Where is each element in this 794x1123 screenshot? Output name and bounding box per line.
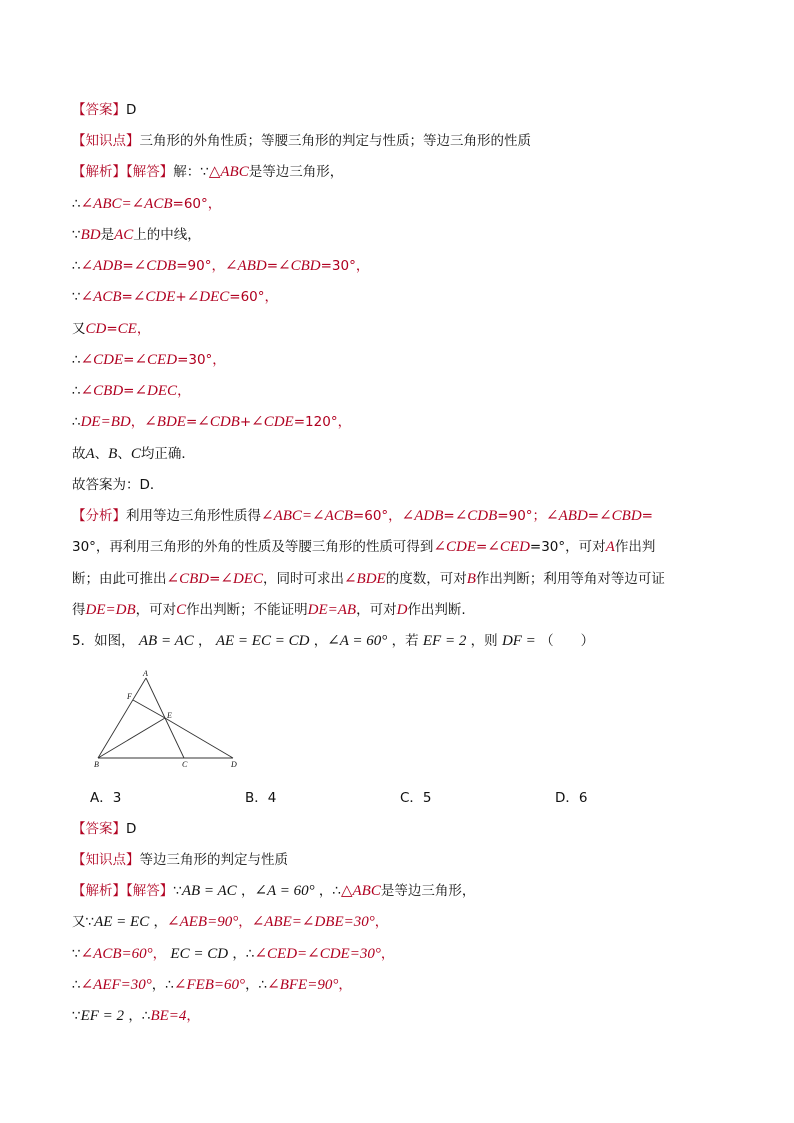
text: 作出判断. <box>407 602 466 618</box>
math: ∠ABD <box>546 508 588 524</box>
q5-answer-line <box>72 820 136 838</box>
text: =30°， <box>320 258 370 274</box>
math: AE = EC <box>94 914 150 930</box>
text: ∵ <box>72 1008 81 1024</box>
math: C <box>176 602 187 618</box>
math: BE=4 <box>150 1008 187 1024</box>
text: = <box>123 383 135 399</box>
text: ∴ <box>72 977 81 993</box>
option-a: A．3 <box>90 790 122 806</box>
text: ∴ <box>72 258 81 274</box>
answer-paren: （ ） <box>540 633 595 649</box>
option-d: D．6 <box>555 790 588 806</box>
label-d: D <box>231 760 237 769</box>
math: ∠CBD <box>166 571 210 587</box>
text: 断；由此可推出 <box>72 571 167 587</box>
math: CD <box>85 321 107 337</box>
text: ∵ <box>72 946 81 962</box>
text: = <box>209 571 221 587</box>
math: EF = 2 <box>80 1008 125 1024</box>
q4-solution-line-9 <box>72 445 195 463</box>
text: ，可对 <box>356 602 397 618</box>
q5-solution-line-0 <box>72 882 475 900</box>
math: ∠ACB=60° <box>80 946 153 962</box>
text: ，∴ <box>151 977 174 993</box>
text: 30°，再利用三角形的外角的性质及等腰三角形的性质可得到 <box>72 539 434 555</box>
q5-solution-line-3 <box>72 976 352 994</box>
text: 上的中线， <box>133 227 201 243</box>
text: ∵ <box>72 289 81 305</box>
q5-solution-line-4 <box>72 1007 200 1025</box>
q4-answer-line <box>72 101 136 119</box>
label-c: C <box>182 760 188 769</box>
q4-solution-line-7 <box>72 382 191 400</box>
answer-tag: 【答案】 <box>72 821 126 837</box>
option-b: B．4 <box>245 790 277 806</box>
solution-tag: 【解析】【解答】 <box>72 883 174 899</box>
text: ，∴ <box>245 977 268 993</box>
knowledge-text: 三角形的外角性质；等腰三角形的判定与性质；等边三角形的性质 <box>139 133 531 149</box>
math: DE=DB <box>85 602 136 618</box>
math: AE = EC = CD <box>215 633 310 649</box>
text: ， <box>177 383 191 399</box>
text: ，同时可求出 <box>262 571 344 587</box>
math: ∠CED=∠CDE=30° <box>254 946 381 962</box>
text: ，若 <box>391 633 419 649</box>
text: =120°， <box>293 414 352 430</box>
math: ∠A = 60° <box>254 883 315 899</box>
math: ∠CBD <box>80 383 124 399</box>
math: ∠AEB=90° <box>167 914 239 930</box>
math: ∠A = 60° <box>327 633 388 649</box>
q4-solution-line-8 <box>72 413 351 431</box>
text: ，∴ <box>232 946 255 962</box>
q4-solution-line-2 <box>72 226 201 244</box>
math: ∠ABC=∠ACB <box>80 196 173 212</box>
text: 作出判 <box>614 539 656 555</box>
math: ∠ABC=∠ACB <box>261 508 353 524</box>
math: BD <box>80 227 101 243</box>
text: ， <box>338 977 352 993</box>
text: =60°， <box>172 196 222 212</box>
label-e: E <box>167 711 172 720</box>
text: ， <box>313 633 328 649</box>
math: ∠CDB <box>133 258 177 274</box>
segment-be <box>98 718 165 758</box>
q5-solution-line-1 <box>72 913 388 931</box>
q5-stem <box>72 632 594 650</box>
math: ∠BFE=90° <box>267 977 339 993</box>
text: 又∵ <box>72 914 95 930</box>
text: =60°， <box>352 508 402 524</box>
knowledge-tag: 【知识点】 <box>72 852 140 868</box>
text: ∴ <box>72 196 81 212</box>
answer-value: D <box>126 821 137 837</box>
text: 利用等边三角形性质得 <box>126 508 261 524</box>
text: = <box>106 321 118 337</box>
math: ∠BDE <box>343 571 386 587</box>
knowledge-tag: 【知识点】 <box>72 133 140 149</box>
text: ， <box>240 883 255 899</box>
math: ∠ABD <box>224 258 267 274</box>
text: = <box>121 289 133 305</box>
analysis-tag: 【分析】 <box>72 508 126 524</box>
math: ∠DEC <box>220 571 263 587</box>
text: = <box>641 508 653 524</box>
q4-analysis-line-2 <box>72 570 665 588</box>
math: ∠AEF=30° <box>80 977 152 993</box>
text: ∴ <box>72 383 81 399</box>
text: 得 <box>72 602 86 618</box>
q4-knowledge-line <box>72 132 531 150</box>
text: = <box>123 352 135 368</box>
math: △ABC <box>208 164 249 180</box>
math: EF = 2 <box>422 633 467 649</box>
text: ， <box>238 914 252 930</box>
q4-solution-line-1 <box>72 195 221 213</box>
text: 是 <box>100 227 115 243</box>
text: ， <box>198 633 212 649</box>
text: 解：∵ <box>173 164 209 180</box>
text: ∴ <box>72 414 81 430</box>
segment-ab <box>98 678 146 758</box>
text: ，则 <box>470 633 498 649</box>
math: ∠ABE=∠DBE=30° <box>251 914 375 930</box>
math: ∠ACB <box>80 289 122 305</box>
math: ∠CED <box>487 539 530 555</box>
math: DF = <box>501 633 536 649</box>
q5-knowledge-line <box>72 851 288 869</box>
answer-value: D <box>126 102 137 118</box>
math: A <box>85 446 95 462</box>
q4-analysis-line-3 <box>72 601 466 619</box>
text: = <box>443 508 455 524</box>
text: ∴ <box>72 352 81 368</box>
math: AB = AC <box>181 883 237 899</box>
segment-ef <box>133 700 165 718</box>
text: ，可对 <box>135 602 177 618</box>
text: 均正确． <box>140 446 195 462</box>
math: D <box>396 602 408 618</box>
text: ∵ <box>72 227 81 243</box>
math: C <box>130 446 141 462</box>
text: =30°，可对 <box>529 539 606 555</box>
text: =90°； <box>497 508 547 524</box>
math: ∠DEC <box>134 383 178 399</box>
q4-solution-line-10 <box>72 476 163 494</box>
text: 故答案为：D． <box>72 477 164 493</box>
q4-analysis-line-1 <box>72 538 655 556</box>
math: ∠DEC <box>186 289 230 305</box>
q4-solution-line-5 <box>72 320 150 338</box>
math: A <box>605 539 615 555</box>
q5-solution-line-2 <box>72 945 394 963</box>
math: ∠CBD <box>599 508 642 524</box>
math: ∠CDE <box>80 352 124 368</box>
math: ∠FEB=60° <box>173 977 246 993</box>
text: ， <box>153 914 168 930</box>
text: 、 <box>94 446 109 462</box>
text: = <box>587 508 600 524</box>
text: 是等边三角形， <box>380 883 476 899</box>
math: DE=AB <box>307 602 357 618</box>
text: 是等边三角形， <box>248 164 344 180</box>
text: = <box>476 539 488 555</box>
math: EC = CD <box>170 946 229 962</box>
label-b: B <box>94 760 99 769</box>
segment-ed <box>165 718 233 758</box>
text: =30°， <box>177 352 226 368</box>
math: ∠CDB <box>197 414 240 430</box>
text: ， <box>136 321 151 337</box>
text: = <box>185 414 198 430</box>
text: + <box>239 414 252 430</box>
text: ， <box>186 1008 200 1024</box>
math: ∠CDE <box>132 289 176 305</box>
math: CE <box>117 321 137 337</box>
math: ∠ADB <box>80 258 123 274</box>
text: 故 <box>72 446 86 462</box>
text: ， <box>152 946 167 962</box>
text: = <box>122 258 134 274</box>
q4-solution-line-0 <box>72 163 343 181</box>
answer-tag: 【答案】 <box>72 102 126 118</box>
q4-solution-line-3 <box>72 257 369 275</box>
text: =60°， <box>229 289 279 305</box>
option-c: C．5 <box>400 790 432 806</box>
text: ， <box>380 946 395 962</box>
math: ∠CDE <box>433 539 477 555</box>
math: ∠ADB <box>401 508 444 524</box>
question-number: 5．如图， <box>72 633 135 649</box>
text: 的度数，可对 <box>385 571 467 587</box>
text: ， <box>130 414 145 430</box>
text: 作出判断；利用等角对等边可证 <box>475 571 665 587</box>
math: ∠CDB <box>454 508 498 524</box>
math: △ABC <box>340 883 381 899</box>
math: ∠CBD <box>278 258 321 274</box>
text: 又 <box>72 321 86 337</box>
q4-analysis-line-0 <box>72 507 653 525</box>
knowledge-text: 等边三角形的判定与性质 <box>139 852 288 868</box>
math: AC <box>114 227 134 243</box>
label-f: F <box>127 692 132 701</box>
solution-tag: 【解析】【解答】 <box>72 164 174 180</box>
math: AB = AC <box>138 633 194 649</box>
q4-solution-line-4 <box>72 288 278 306</box>
text: ∵ <box>173 883 182 899</box>
text: = <box>266 258 279 274</box>
math: B <box>466 571 476 587</box>
math: DE=BD <box>80 414 131 430</box>
math: B <box>108 446 118 462</box>
text: =90°， <box>176 258 225 274</box>
triangle-figure <box>90 667 250 773</box>
text: ， <box>374 914 389 930</box>
math: ∠CED <box>134 352 178 368</box>
label-a: A <box>143 669 148 678</box>
math: ∠BDE <box>144 414 186 430</box>
text: + <box>175 289 187 305</box>
q4-solution-line-6 <box>72 351 226 369</box>
text: ，∴ <box>318 883 341 899</box>
text: ，∴ <box>128 1008 151 1024</box>
text: 作出判断；不能证明 <box>186 602 308 618</box>
text: 、 <box>117 446 131 462</box>
math: ∠CDE <box>251 414 294 430</box>
